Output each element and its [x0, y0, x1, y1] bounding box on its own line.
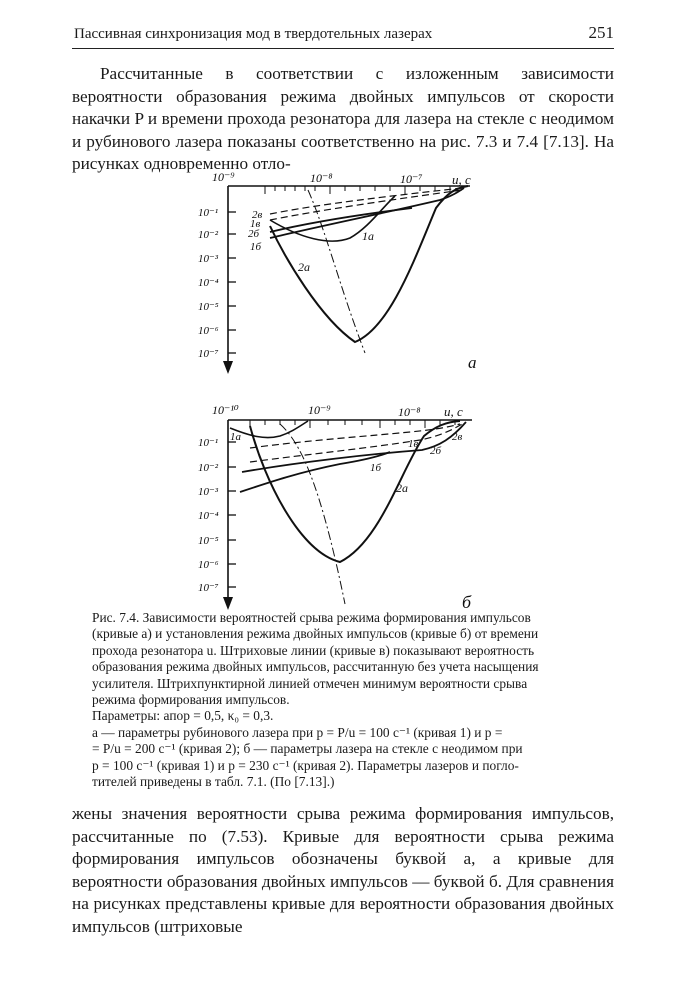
paragraph-top	[72, 63, 614, 176]
caption-line: = P/u = 200 с⁻¹ (кривая 2); б — параметры лазера на стекле с неодимом при	[92, 741, 523, 757]
figure-b-plot	[190, 392, 510, 612]
caption-line: а — параметры рубинового лазера при p = P/u = 100 с⁻¹ (кривая 1) и p =	[92, 724, 503, 740]
a-x-ticks	[265, 186, 450, 194]
b-y-tick-label: 10⁻⁷	[198, 582, 219, 594]
b-y-tick-label: 10⁻⁴	[198, 510, 219, 522]
b-label-2v: 2в	[452, 431, 463, 443]
b-y-tick-label: 10⁻¹	[198, 437, 219, 449]
a-label-2v: 2в	[252, 209, 263, 221]
b-y-tick-label: 10⁻²	[198, 462, 219, 474]
b-x-tick-label: 10⁻¹⁰	[212, 403, 239, 417]
figure-caption	[92, 610, 612, 790]
a-label-1a: 1а	[362, 229, 374, 243]
b-label-1a: 1а	[230, 431, 241, 443]
b-y-tick-label: 10⁻⁶	[198, 559, 219, 571]
a-y-tick-label: 10⁻⁴	[198, 277, 219, 289]
caption-parameters: Параметры: aпор = 0,5, κ₀ = 0,3.	[92, 708, 274, 724]
a-x-tick-label: 10⁻⁹	[212, 170, 235, 184]
header-title: Пассивная синхронизация мод в твердотельных лазерах	[74, 26, 433, 42]
a-y-tick-label: 10⁻¹	[198, 207, 219, 219]
b-label-2b: 2б	[430, 445, 442, 457]
b-y-arrow	[223, 597, 233, 610]
a-x-tick-label: 10⁻⁷	[400, 172, 423, 186]
figure-7-4b	[190, 392, 510, 617]
a-label-1b: 1б	[250, 241, 262, 253]
caption-line: Рис. 7.4. Зависимости вероятностей срыва режима формирования импульсов	[92, 610, 531, 625]
b-x-tick-label: 10⁻⁹	[308, 403, 331, 417]
b-curve-1a	[230, 421, 308, 438]
b-y-ticks	[228, 442, 236, 587]
b-x-tick-label: 10⁻⁸	[398, 405, 421, 419]
caption-line: p = 100 с⁻¹ (кривая 1) и p = 230 с⁻¹ (кривая 2). Параметры лазеров и погло-	[92, 757, 519, 773]
a-y-tick-label: 10⁻³	[198, 253, 219, 265]
caption-line: усилителя. Штрихпунктирной линией отмечен минимум вероятности срыва	[92, 675, 528, 691]
a-y-tick-label: 10⁻⁷	[198, 348, 219, 360]
a-label-2a: 2а	[298, 260, 310, 274]
b-y-tick-label: 10⁻⁵	[198, 535, 219, 547]
caption-line: прохода резонатора u. Штриховые линии (кривые в) показывают вероятность	[92, 642, 535, 658]
paragraph-top-text: Рассчитанные в соответствии с изложенным зависимости вероятности образования режима двойных импульсов от скорости накачки P и времени прохода резонатора для лазера на стекле с неодимом и рубинового лазера показаны соответственно на рис. 7.3 и 7.4 [7.13]. На рисунках одновременно отло-	[72, 64, 614, 173]
a-minimum-line	[308, 190, 365, 353]
b-label-1v: 1в	[408, 438, 419, 450]
a-y-tick-label: 10⁻⁵	[198, 301, 219, 313]
a-y-tick-label: 10⁻⁶	[198, 325, 219, 337]
paragraph-bottom-text: жены значения вероятности срыва режима формирования импульсов, рассчитанные по (7.53). Кривые для вероятности срыва режима формирования импульсов обозначены буквой а, а кривые для вероятности образования двойных импульсов — буквой б. Для сравнения на рисунках представлены кривые для вероятности образования двойных импульсов (штриховые	[72, 804, 614, 936]
figure-a-plot	[190, 168, 510, 383]
a-x-tick-label: 10⁻⁸	[310, 171, 333, 185]
b-label-2a: 2а	[396, 481, 408, 495]
a-y-arrow	[223, 361, 233, 374]
caption-line: образования режима двойных импульсов, рассчитанную без учета насыщения	[92, 659, 539, 675]
b-panel-label: б	[462, 592, 472, 612]
page-number: 251	[588, 23, 614, 42]
b-curve-2a	[250, 421, 460, 562]
b-x-ticks	[250, 420, 455, 428]
caption-line: режима формирования импульсов.	[92, 692, 290, 708]
running-header	[72, 22, 614, 49]
b-minimum-line	[280, 424, 345, 604]
a-y-ticks	[228, 212, 236, 353]
a-y-tick-label: 10⁻²	[198, 229, 219, 241]
a-panel-label: a	[468, 353, 477, 372]
caption-line: тителей приведены в табл. 7.1. (По [7.13].)	[92, 774, 335, 790]
paragraph-bottom	[72, 803, 614, 938]
caption-line: (кривые а) и установления режима двойных импульсов (кривые б) от времени	[92, 626, 539, 642]
b-y-tick-label: 10⁻³	[198, 486, 219, 498]
a-x-axis-label: u, c	[452, 172, 471, 187]
a-label-1v: 1в	[250, 218, 261, 230]
a-label-2b: 2б	[248, 228, 260, 240]
b-x-axis-label: u, c	[444, 404, 463, 419]
b-label-1b: 1б	[370, 462, 382, 474]
figure-7-4a	[190, 168, 510, 388]
